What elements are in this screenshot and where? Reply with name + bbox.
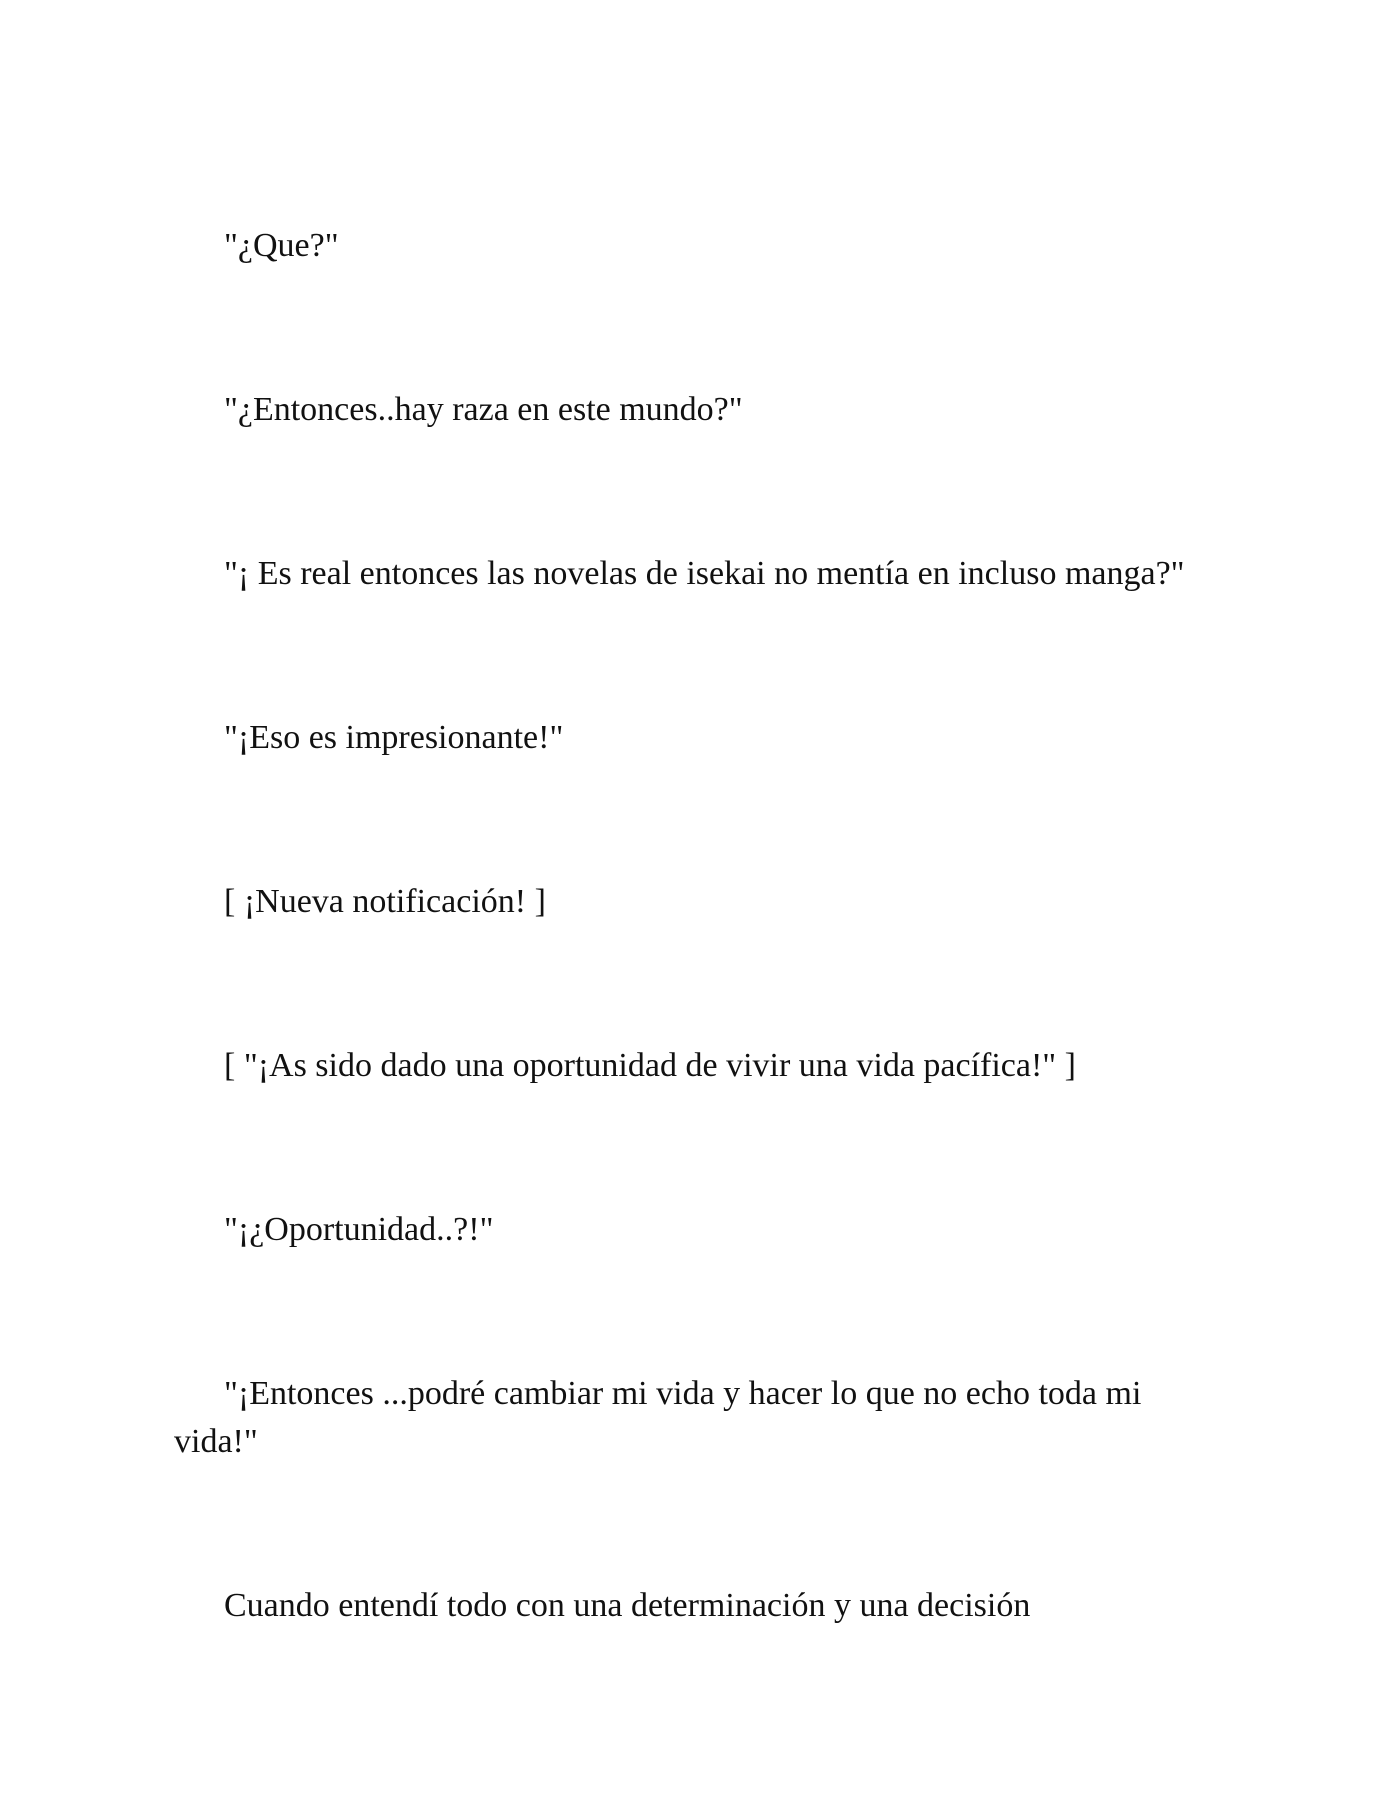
- paragraph-9: Cuando entendí todo con una determinación y una decisión: [224, 1587, 1031, 1624]
- paragraph-2: "¿Entonces..hay raza en este mundo?": [224, 391, 743, 428]
- paragraph-8: "¡Entonces ...podré cambiar mi vida y hacer lo que no echo toda mi vida!": [174, 1375, 1142, 1460]
- paragraph-6-notification-message: [ "¡As sido dado una oportunidad de vivir una vida pacífica!" ]: [224, 1047, 1077, 1084]
- paragraph-7: "¡¿Oportunidad..?!": [224, 1211, 494, 1248]
- paragraph-5-notification: [ ¡Nueva notificación! ]: [224, 883, 546, 920]
- paragraph-1: "¿Que?": [224, 227, 339, 264]
- paragraph-3: "¡ Es real entonces las novelas de isekai no mentía en incluso manga?": [224, 555, 1185, 592]
- paragraph-4: "¡Eso es impresionante!": [224, 719, 564, 756]
